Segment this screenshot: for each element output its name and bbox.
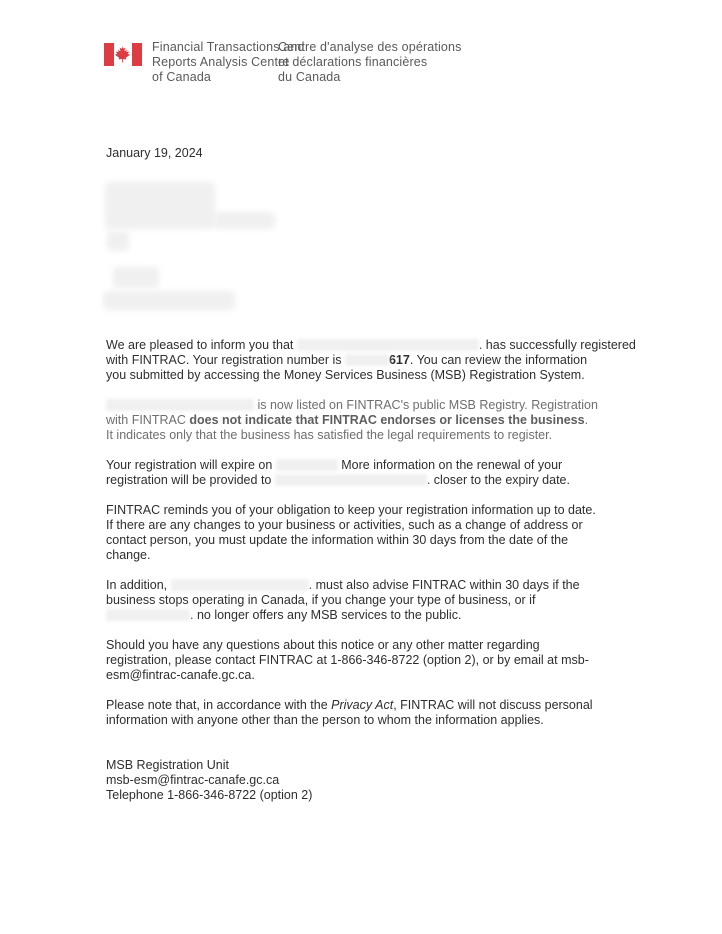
signature-block <box>106 758 646 803</box>
text-line <box>106 458 646 473</box>
canada-flag-icon <box>104 43 142 66</box>
text-line <box>106 353 646 368</box>
org-name-line: Centre d'analyse des opérations <box>278 40 462 54</box>
text-run: with FINTRAC <box>106 413 190 427</box>
redacted-address-block <box>107 231 129 251</box>
text-run: If there are any changes to your business or activities, such as a change of address or <box>106 518 583 532</box>
flag-right-bar <box>132 43 142 66</box>
letter-date: January 19, 2024 <box>106 146 203 160</box>
text-line <box>106 608 646 623</box>
text-run: contact person, you must update the information within 30 days from the date of the <box>106 533 569 547</box>
text-run: We are pleased to inform you that <box>106 338 297 352</box>
org-name-line: du Canada <box>278 70 341 84</box>
text-run: business stops operating in Canada, if you change your type of business, or if <box>106 593 536 607</box>
text-run: . <box>584 413 589 427</box>
text-line <box>106 428 646 443</box>
paragraph <box>106 698 646 728</box>
text-run: . closer to the expiry date. <box>426 473 570 487</box>
text-line <box>106 503 646 518</box>
paragraph <box>106 458 646 488</box>
redacted-text <box>106 609 190 621</box>
org-name-english <box>152 40 305 85</box>
text-line <box>106 548 646 563</box>
text-run: does not indicate that FINTRAC endorses or licenses the business <box>189 413 585 427</box>
text-line <box>106 398 646 413</box>
text-line <box>106 368 646 383</box>
letter-body <box>106 338 646 803</box>
text-run: Privacy Act <box>331 698 394 712</box>
text-run: . must also advise FINTRAC within 30 days if the <box>308 578 580 592</box>
text-line <box>106 593 646 608</box>
redacted-text <box>275 474 427 486</box>
text-line <box>106 638 646 653</box>
redacted-address-block <box>105 182 215 229</box>
flag-left-bar <box>104 43 114 66</box>
redacted-text <box>345 354 389 366</box>
text-line <box>106 698 646 713</box>
text-run: . has successfully registered <box>478 338 636 352</box>
paragraph <box>106 578 646 623</box>
text-run: More information on the renewal of your <box>337 458 563 472</box>
text-run: you submitted by accessing the Money Services Business (MSB) Registration System. <box>106 368 585 382</box>
redacted-greeting-line <box>103 291 235 310</box>
text-run: 617 <box>388 353 410 367</box>
redacted-address-block <box>113 267 159 288</box>
paragraph <box>106 503 646 563</box>
paragraph <box>106 638 646 683</box>
redacted-text <box>106 399 254 411</box>
text-run: Should you have any questions about this notice or any other matter regarding <box>106 638 540 652</box>
org-name-line: Reports Analysis Centre <box>152 55 290 69</box>
paragraph <box>106 398 646 443</box>
text-line <box>106 533 646 548</box>
text-run: is now listed on FINTRAC's public MSB Registry. Registration <box>254 398 598 412</box>
org-name-line: et déclarations financières <box>278 55 428 69</box>
text-line <box>106 338 646 353</box>
text-line <box>106 473 646 488</box>
redacted-text <box>276 459 338 471</box>
text-line <box>106 413 646 428</box>
text-run: In addition, <box>106 578 171 592</box>
text-run: Please note that, in accordance with the <box>106 698 332 712</box>
paragraphs-container <box>106 338 646 728</box>
text-line <box>106 668 646 683</box>
signature-line: MSB Registration Unit <box>106 758 229 772</box>
org-name-french <box>278 40 462 85</box>
text-run: change. <box>106 548 151 562</box>
text-line <box>106 518 646 533</box>
text-line <box>106 713 646 728</box>
text-run: FINTRAC reminds you of your obligation to keep your registration information up to date. <box>106 503 596 517</box>
maple-leaf-icon <box>114 44 132 65</box>
text-run: esm@fintrac-canafe.gc.ca. <box>106 668 255 682</box>
text-run: . no longer offers any MSB services to the public. <box>190 608 462 622</box>
text-run: with FINTRAC. Your registration number is <box>106 353 345 367</box>
text-line <box>106 578 646 593</box>
text-line <box>106 653 646 668</box>
text-run: registration, please contact FINTRAC at 1-866-346-8722 (option 2), or by email at msb- <box>106 653 589 667</box>
redacted-text <box>297 339 479 351</box>
letterhead <box>104 40 462 85</box>
redacted-address-block <box>213 212 275 229</box>
text-run: Your registration will expire on <box>106 458 276 472</box>
text-run: It indicates only that the business has satisfied the legal requirements to register. <box>106 428 553 442</box>
redacted-text <box>171 579 309 591</box>
text-run: registration will be provided to <box>106 473 275 487</box>
signature-line: Telephone 1-866-346-8722 (option 2) <box>106 788 313 802</box>
org-name-line: Financial Transactions and <box>152 40 305 54</box>
text-run: , FINTRAC will not discuss personal <box>393 698 593 712</box>
org-name-line: of Canada <box>152 70 212 84</box>
paragraph <box>106 338 646 383</box>
text-run: . You can review the information <box>409 353 588 367</box>
signature-line: msb-esm@fintrac-canafe.gc.ca <box>106 773 280 787</box>
text-run: information with anyone other than the person to whom the information applies. <box>106 713 544 727</box>
